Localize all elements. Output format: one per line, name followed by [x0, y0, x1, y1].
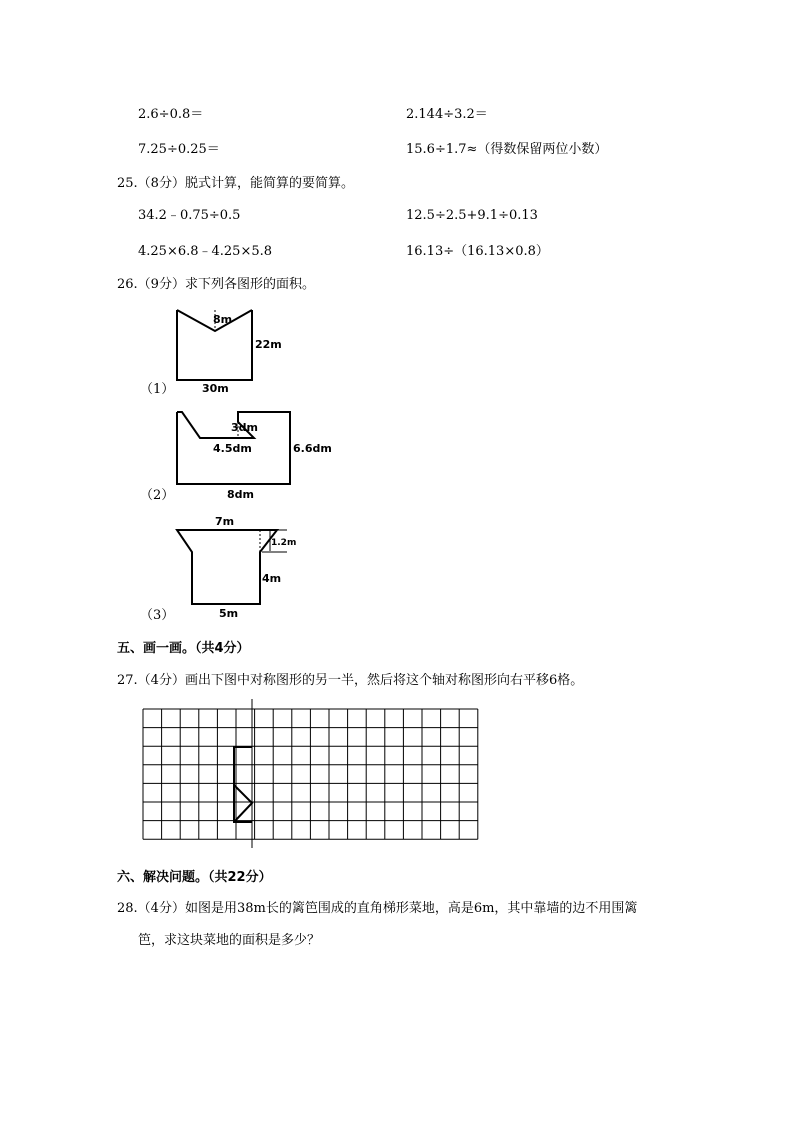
figure-3-label-base: 5m	[219, 607, 239, 620]
q25-item-4: 16.13÷（16.13×0.8）	[406, 244, 549, 259]
q28-line-1: 28.（4分）如图是用38m长的篱笆围成的直角梯形菜地，高是6m，其中靠墙的边不用围篱	[117, 901, 638, 916]
figure-2-index: （2）	[140, 488, 175, 503]
figure-2-label-inner: 4.5dm	[213, 442, 252, 455]
figure-3-outline	[177, 530, 277, 604]
q25-item-1: 34.2﹣0.75÷0.5	[138, 208, 241, 223]
figure-1-label-notch: 8m	[213, 313, 233, 326]
figure-3-index: （3）	[140, 608, 175, 623]
q25-item-2: 12.5÷2.5+9.1÷0.13	[406, 208, 538, 223]
q27-half-shape	[234, 747, 252, 822]
figure-3-label-top: 7m	[215, 515, 235, 528]
section-6-title: 六、解决问题。（共22分）	[117, 870, 272, 885]
q27-half-shape-triangle	[234, 785, 252, 822]
figure-2-label-height: 6.6dm	[293, 442, 332, 455]
figure-3-label-height: 4m	[262, 572, 282, 585]
q24-item-2: 2.144÷3.2＝	[406, 107, 488, 122]
q25-title: 25.（8分）脱式计算，能简算的要简算。	[117, 176, 354, 191]
q25-item-3: 4.25×6.8﹣4.25×5.8	[138, 244, 273, 259]
figure-1-label-base: 30m	[202, 382, 229, 395]
figure-1-label-height: 22m	[255, 338, 282, 351]
q27-title: 27.（4分）画出下图中对称图形的另一半，然后将这个轴对称图形向右平移6格。	[117, 673, 584, 688]
q27-grid	[143, 709, 478, 839]
q24-item-3: 7.25÷0.25＝	[138, 142, 220, 157]
q26-title: 26.（9分）求下列各图形的面积。	[117, 277, 315, 292]
section-5-title: 五、画一画。（共4分）	[117, 641, 250, 656]
q24-item-4: 15.6÷1.7≈（得数保留两位小数）	[406, 142, 608, 157]
figure-1-index: （1）	[140, 382, 175, 397]
q24-item-1: 2.6÷0.8＝	[138, 107, 204, 122]
figure-2-label-base: 8dm	[227, 488, 254, 501]
q27-half-shape-outline	[234, 747, 252, 822]
q28-line-2: 笆，求这块菜地的面积是多少？	[138, 933, 321, 948]
figure-3-label-corner: 1.2m	[271, 538, 297, 548]
figure-2-label-notch: 3dm	[231, 421, 258, 434]
